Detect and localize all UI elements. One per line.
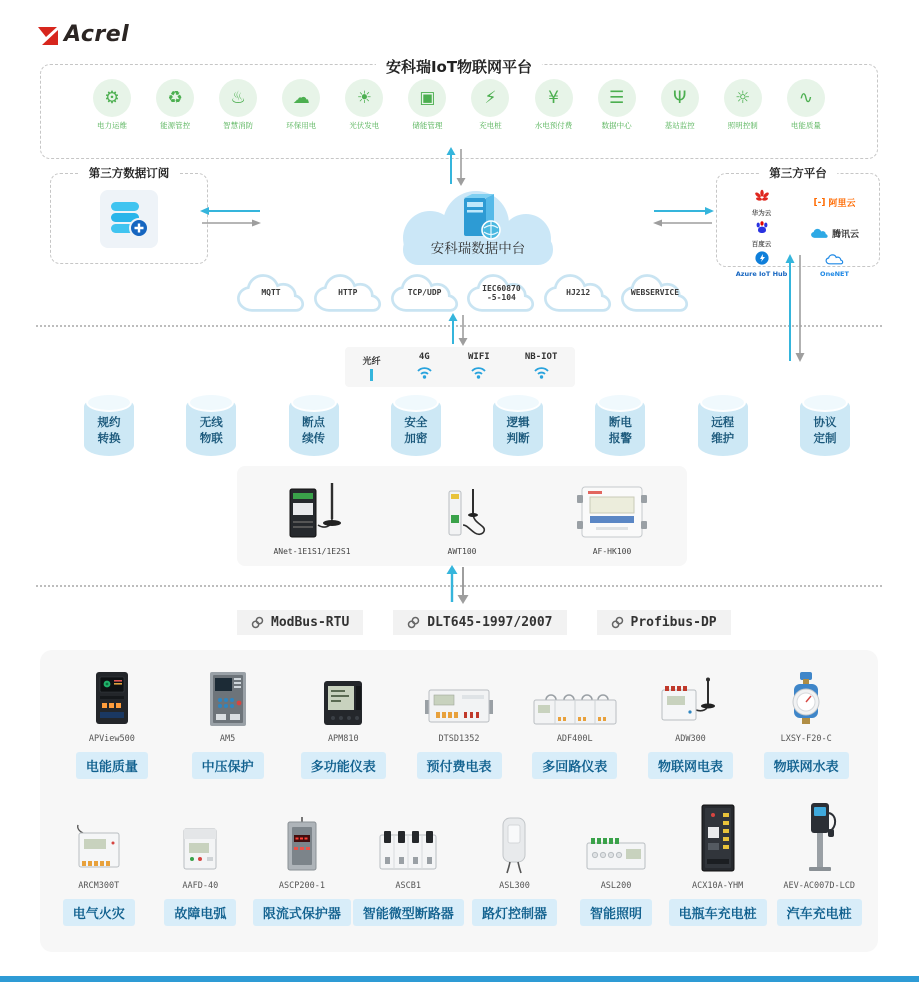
platform-apps-box [40, 58, 878, 159]
provider-huawei: 华为云 [752, 188, 772, 217]
gateway-devices-box [237, 466, 687, 566]
protocol-cloud-iec60870: IEC60870 -5-104 [465, 272, 537, 315]
up-down-arrow-bottom [440, 564, 474, 604]
app-lighting: ☼ 照明控制 [714, 79, 772, 131]
field-protocols-row [237, 610, 731, 635]
protocol-clouds-row [235, 272, 691, 315]
database-tile [100, 190, 158, 248]
feature-wireless-iot: 无线 物联 [186, 396, 236, 456]
product-ascb1: ASCB1 智能微型断路器 [353, 801, 464, 926]
category-pill: 汽车充电桩 [777, 899, 862, 926]
asl300-image [495, 815, 533, 875]
gateway-anet: ANet-1E1S1/1E2S1 [237, 481, 387, 556]
app-charging-pile: ⚡ 充电桩 [461, 79, 519, 131]
feature-encryption: 安全 加密 [391, 396, 441, 456]
category-pill: 智能照明 [580, 899, 652, 926]
category-pill: 故障电弧 [164, 899, 236, 926]
fiber-icon [370, 369, 373, 381]
category-pill: 路灯控制器 [472, 899, 557, 926]
awt100-image [427, 485, 497, 541]
gateway-features-row [84, 396, 850, 456]
product-aev-ac007d: AEV-AC007D-LCD 汽车充电桩 [768, 801, 870, 926]
acrel-data-cloud [378, 184, 578, 272]
database-subscribe-icon [107, 199, 151, 239]
am5-image [205, 670, 251, 728]
applications-row [41, 79, 877, 131]
base-station-icon: Ψ [661, 79, 699, 117]
protocol-profibus-pill: Profibus-DP [597, 610, 731, 635]
gateway-awt100: AWT100 [387, 485, 537, 556]
provider-onenet: OneNET [820, 250, 849, 278]
conn-fiber: 光纤 [363, 354, 381, 381]
protocol-cloud-tcpudp: TCP/UDP [389, 272, 461, 315]
product-acx10a-yhw: ACX10A-YHM 电瓶车充电桩 [667, 801, 769, 926]
alibaba-cloud-icon: [-] [813, 197, 826, 208]
category-pill: 电能质量 [76, 752, 148, 779]
category-pill: 多回路仪表 [532, 752, 617, 779]
energy-mgmt-icon: ♻ [156, 79, 194, 117]
product-asl200: ASL200 智能照明 [565, 801, 667, 926]
feature-power-loss-alarm: 断电 报警 [595, 396, 645, 456]
category-pill: 电气火灾 [63, 899, 135, 926]
up-down-arrow-mid [443, 312, 473, 346]
ascp200-image [280, 815, 324, 875]
platform-title: 安科瑞IoT物联网平台 [376, 56, 542, 77]
category-pill: 限流式保护器 [253, 899, 351, 926]
third-party-subscription-title: 第三方数据订阅 [79, 165, 180, 181]
acrel-logo-mark-icon [36, 23, 60, 47]
app-power-ops: ⚙ 电力运维 [83, 79, 141, 131]
product-adw300: ADW300 物联网电表 [633, 666, 749, 779]
adw300-image [658, 676, 722, 728]
up-down-arrow-top [441, 146, 471, 186]
category-pill: 电瓶车充电桩 [669, 899, 767, 926]
datacenter-icon: ☰ [598, 79, 636, 117]
right-long-exchange-arrow [780, 253, 808, 363]
acrel-logo [36, 22, 129, 47]
link-icon [251, 616, 264, 629]
adf400l-image [532, 688, 618, 728]
protocol-dlt645-pill: DLT645-1997/2007 [393, 610, 566, 635]
provider-alibaba: [-] 阿里云 [813, 197, 856, 209]
provider-azure: Azure IoT Hub [736, 250, 788, 278]
data-platform-label: 安科瑞数据中台 [430, 241, 526, 257]
conn-nbiot: NB-IOT [525, 352, 558, 383]
app-energy-mgmt: ♻ 能源管控 [146, 79, 204, 131]
gateway-afhk100: AF-HK100 [537, 483, 687, 556]
product-arcm300t: ARCM300T 电气火灾 [48, 801, 150, 926]
app-prepaid: ¥ 水电预付费 [525, 79, 583, 131]
solar-icon: ☀ [345, 79, 383, 117]
aafd40-image [176, 823, 224, 875]
protocol-cloud-mqtt: MQTT [235, 272, 307, 315]
feature-protocol-conversion: 规约 转换 [84, 396, 134, 456]
left-exchange-arrows [198, 204, 262, 230]
feature-remote-maintenance: 远程 维护 [698, 396, 748, 456]
third-party-platform-title: 第三方平台 [759, 165, 837, 181]
category-pill: 物联网水表 [764, 752, 849, 779]
provider-tencent: 腾讯云 [810, 227, 859, 240]
product-asl300: ASL300 路灯控制器 [464, 801, 566, 926]
baidu-cloud-icon [754, 220, 770, 234]
logo-text: Acrel [64, 22, 130, 47]
protocol-cloud-webservice: WEBSERVICE [619, 272, 691, 315]
apm810-image [320, 678, 366, 728]
feature-custom-protocol: 协议 定制 [800, 396, 850, 456]
cloud-providers-grid [725, 188, 871, 278]
conn-wifi: WIFI [468, 352, 490, 383]
acx10a-charging-cabinet-image [693, 803, 743, 875]
category-pill: 物联网电表 [648, 752, 733, 779]
category-pill: 预付费电表 [417, 752, 502, 779]
eco-power-icon: ☁ [282, 79, 320, 117]
wifi-icon [533, 364, 550, 379]
provider-baidu: 百度云 [752, 219, 772, 248]
link-icon [611, 616, 624, 629]
app-base-station: Ψ 基站监控 [651, 79, 709, 131]
huawei-cloud-icon [754, 189, 770, 203]
apview500-image [90, 670, 134, 728]
afhk100-image [572, 483, 652, 541]
app-datacenter: ☰ 数据中心 [588, 79, 646, 131]
conn-4g: 4G [416, 352, 433, 383]
wifi-icon [416, 364, 433, 379]
anet-gateway-image [270, 481, 354, 541]
power-ops-icon: ⚙ [93, 79, 131, 117]
products-box [40, 650, 878, 952]
category-pill: 中压保护 [192, 752, 264, 779]
power-quality-icon: ∿ [787, 79, 825, 117]
azure-iot-hub-icon [755, 251, 769, 265]
aev-ev-charger-image [797, 801, 841, 875]
product-am5: AM5 中压保护 [170, 666, 286, 779]
app-fire-safety: ♨ 智慧消防 [209, 79, 267, 131]
right-exchange-arrows [652, 204, 716, 230]
feature-resume-transfer: 断点 续传 [289, 396, 339, 456]
fire-safety-icon: ♨ [219, 79, 257, 117]
lighting-icon: ☼ [724, 79, 762, 117]
wifi-icon [470, 364, 487, 379]
product-apm810: APM810 多功能仪表 [285, 666, 401, 779]
prepaid-icon: ¥ [535, 79, 573, 117]
product-adf400l: ADF400L 多回路仪表 [517, 666, 633, 779]
products-row-2 [40, 779, 878, 926]
category-pill: 智能微型断路器 [353, 899, 464, 926]
connectivity-bar [345, 347, 575, 387]
bottom-accent-bar [0, 976, 919, 982]
storage-icon: ▣ [408, 79, 446, 117]
link-icon [407, 616, 420, 629]
tencent-cloud-icon [810, 228, 829, 239]
ascb1-image [377, 827, 439, 875]
charging-pile-icon: ⚡ [471, 79, 509, 117]
category-pill: 多功能仪表 [301, 752, 386, 779]
protocol-modbus-pill: ModBus-RTU [237, 610, 363, 635]
product-ascp200-1: ASCP200-1 限流式保护器 [251, 801, 353, 926]
third-party-subscription-box [50, 166, 208, 264]
app-power-quality: ∿ 电能质量 [777, 79, 835, 131]
dtsd1352-image [424, 684, 494, 728]
app-storage: ▣ 储能管理 [398, 79, 456, 131]
app-eco-power: ☁ 环保用电 [272, 79, 330, 131]
server-icon [454, 192, 506, 242]
onenet-icon [825, 254, 844, 265]
protocol-cloud-hj212: HJ212 [542, 272, 614, 315]
product-aafd-40: AAFD-40 故障电弧 [150, 801, 252, 926]
products-row-1 [40, 650, 878, 779]
app-solar: ☀ 光伏发电 [335, 79, 393, 131]
feature-logic-judgement: 逻辑 判断 [493, 396, 543, 456]
product-dtsd1352: DTSD1352 预付费电表 [401, 666, 517, 779]
asl200-image [584, 833, 648, 875]
product-lxsy-f20-c: LXSY-F20-C 物联网水表 [748, 666, 864, 779]
lxsy-water-meter-image [786, 670, 826, 728]
product-apview500: APView500 电能质量 [54, 666, 170, 779]
arcm300t-image [71, 823, 127, 875]
protocol-cloud-http: HTTP [312, 272, 384, 315]
